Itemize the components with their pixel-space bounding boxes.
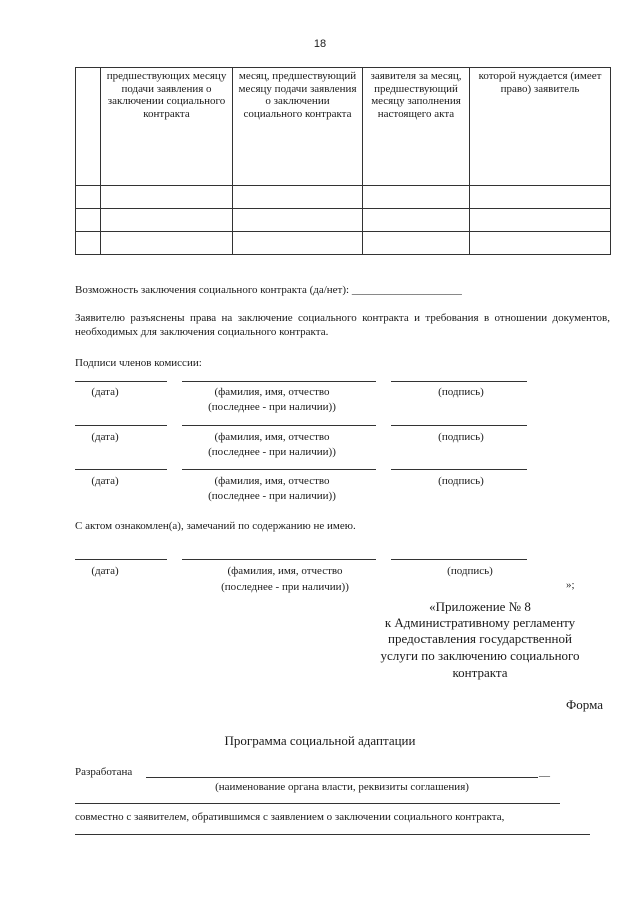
table-cell[interactable] — [470, 186, 611, 209]
signature-line — [391, 559, 527, 560]
date-caption: (дата) — [91, 386, 119, 398]
blank-field-line[interactable] — [75, 834, 590, 835]
acquainted-statement: С актом ознакомлен(а), замечаний по содержанию не имею. — [75, 520, 356, 532]
name-caption-line2: (последнее - при наличии)) — [208, 401, 336, 413]
commission-signatures-label: Подписи членов комиссии: — [75, 357, 202, 369]
table-cell[interactable] — [470, 232, 611, 255]
table-cell[interactable] — [101, 209, 233, 232]
appendix-line: к Административному регламенту — [384, 615, 576, 630]
table-cell[interactable] — [363, 209, 470, 232]
table-header-cell: которой нуждается (имеет право) заявитель — [470, 68, 611, 186]
name-caption-line2: (последнее - при наличии)) — [221, 581, 349, 593]
table-cell[interactable] — [76, 209, 101, 232]
table-header-row — [76, 68, 611, 186]
name-line — [182, 469, 376, 470]
name-caption-line1: (фамилия, имя, отчество — [227, 565, 343, 577]
date-caption: (дата) — [91, 431, 119, 443]
table-row — [76, 209, 611, 232]
table-cell[interactable] — [76, 232, 101, 255]
rights-explained-text: Заявителю разъяснены права на заключение социального контракта и требования в отношении документов, необходимых для заключения социального контракта. — [75, 312, 610, 338]
name-line — [182, 425, 376, 426]
table-cell[interactable] — [101, 232, 233, 255]
table-cell[interactable] — [76, 186, 101, 209]
closing-quote: »; — [566, 579, 575, 591]
blank-field-line[interactable] — [75, 803, 560, 804]
signature-line — [391, 381, 527, 382]
date-line — [75, 381, 167, 382]
date-caption: (дата) — [91, 475, 119, 487]
table-cell[interactable] — [470, 209, 611, 232]
appendix-line: предоставления государственной — [388, 631, 572, 646]
name-line — [182, 559, 376, 560]
developed-by-caption: (наименование органа власти, реквизиты соглашения) — [215, 781, 469, 793]
form-label: Форма — [566, 697, 603, 712]
date-caption: (дата) — [91, 565, 119, 577]
table-cell[interactable] — [233, 232, 363, 255]
name-caption-line1: (фамилия, имя, отчество — [214, 431, 330, 443]
date-line — [75, 469, 167, 470]
table-header-cell: предшествующих месяцу подачи заявления о заключении социального контракта — [101, 68, 233, 186]
signature-caption: (подпись) — [438, 386, 484, 398]
table-cell[interactable] — [363, 186, 470, 209]
contract-possibility-line: Возможность заключения социального контракта (да/нет): ____________________ — [75, 284, 462, 296]
table-cell[interactable] — [101, 186, 233, 209]
date-line — [75, 425, 167, 426]
page-number: 18 — [313, 38, 327, 50]
program-title: Программа социальной адаптации — [224, 733, 416, 748]
appendix-line: услуги по заключению социального — [380, 648, 580, 663]
appendix-line: контракта — [452, 665, 508, 680]
table-cell[interactable] — [363, 232, 470, 255]
developed-by-field-line[interactable] — [146, 777, 538, 778]
table-header-cell: заявителя за месяц, предшествующий месяцу заполнения настоящего акта — [363, 68, 470, 186]
jointly-statement: совместно с заявителем, обратившимся с заявлением о заключении социального контракта, — [75, 811, 505, 823]
signature-line — [391, 425, 527, 426]
income-table — [75, 67, 611, 255]
name-line — [182, 381, 376, 382]
name-caption-line2: (последнее - при наличии)) — [208, 490, 336, 502]
name-caption-line1: (фамилия, имя, отчество — [214, 475, 330, 487]
table-header-cell — [76, 68, 101, 186]
appendix-title: «Приложение № 8 — [429, 599, 531, 614]
table-row — [76, 186, 611, 209]
name-caption-line1: (фамилия, имя, отчество — [214, 386, 330, 398]
signature-caption: (подпись) — [438, 431, 484, 443]
name-caption-line2: (последнее - при наличии)) — [208, 446, 336, 458]
developed-label: Разработана — [75, 766, 133, 778]
date-line — [75, 559, 167, 560]
signature-line — [391, 469, 527, 470]
table-cell[interactable] — [233, 186, 363, 209]
table-header-cell: месяц, предшествующий месяцу подачи заявления о заключении социального контракта — [233, 68, 363, 186]
table-cell[interactable] — [233, 209, 363, 232]
signature-caption: (подпись) — [438, 475, 484, 487]
signature-caption: (подпись) — [447, 565, 493, 577]
developed-suffix: __ — [539, 766, 550, 778]
table-row — [76, 232, 611, 255]
